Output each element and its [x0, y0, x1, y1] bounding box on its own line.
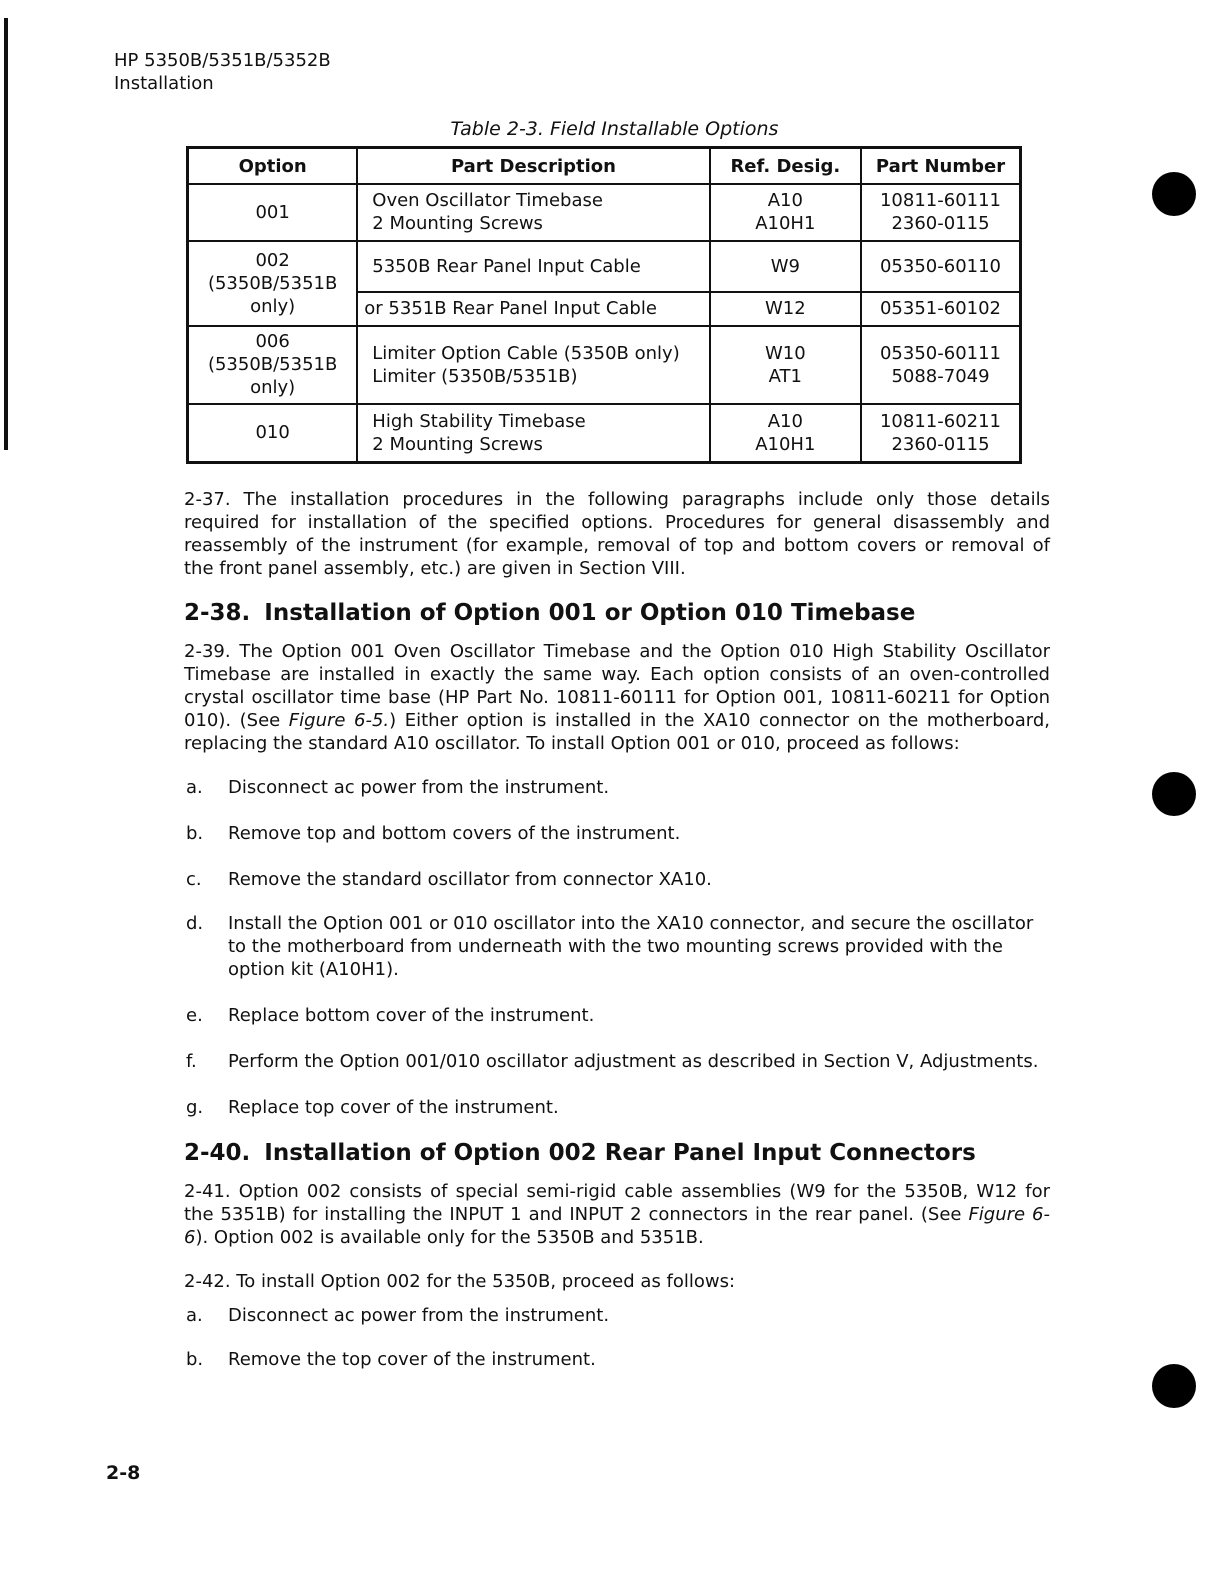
paragraph-2-37: 2-37. The installation procedures in the following paragraphs include only those details required for installation of the specified options. Procedures for general disassembly and reassembly of the instrument (for example, removal of top and bottom covers or removal of the front panel assembly, etc.) are given in Section VIII. [184, 489, 1050, 579]
col-header-ref: Ref. Desig. [710, 148, 861, 185]
description-cell: Limiter Option Cable (5350B only) Limiter (5350B/5351B) [357, 326, 709, 403]
header-section: Installation [114, 73, 214, 94]
section-heading-2-40: 2-40. Installation of Option 002 Rear Panel Input Connectors [184, 1140, 976, 1166]
part-cell: 05351-60102 [861, 292, 1020, 327]
ref-cell: A10 A10H1 [710, 404, 861, 463]
description-cell: 5350B Rear Panel Input Cable [357, 241, 709, 292]
paragraph-2-41: 2-41. Option 002 consists of special semi-rigid cable assemblies (W9 for the 5350B, W12 for the 5351B) for installing the INPUT 1 and INPUT 2 connectors in the rear panel. (See Figure 6-6). Option 002 is available only for the 5350B and 5351B. [184, 1181, 1050, 1248]
table-row [188, 404, 1021, 463]
paragraph-2-42: 2-42. To install Option 002 for the 5350B, proceed as follows: [184, 1271, 736, 1292]
binding-edge-bar [4, 18, 8, 450]
page-number: 2-8 [106, 1462, 141, 1484]
part-cell: 10811-60211 2360-0115 [861, 404, 1020, 463]
option-cell: 010 [188, 404, 358, 463]
ref-cell: W12 [710, 292, 861, 327]
figure-reference: Figure 6-5. [288, 710, 390, 731]
option-cell: 006 (5350B/5351B only) [188, 326, 358, 403]
col-header-part: Part Number [861, 148, 1020, 185]
description-cell: Oven Oscillator Timebase 2 Mounting Screws [357, 184, 709, 241]
figure-reference: Figure 6-6 [184, 1204, 1050, 1248]
table-caption: Table 2-3. Field Installable Options [450, 118, 779, 140]
description-cell: High Stability Timebase 2 Mounting Screws [357, 404, 709, 463]
table-row [188, 184, 1021, 241]
part-cell: 10811-60111 2360-0115 [861, 184, 1020, 241]
col-header-description: Part Description [357, 148, 709, 185]
option-cell: 002 (5350B/5351B only) [188, 241, 358, 326]
col-header-option: Option [188, 148, 358, 185]
option-cell: 001 [188, 184, 358, 241]
table-row [188, 241, 1021, 292]
ref-cell: A10 A10H1 [710, 184, 861, 241]
ref-cell: W10 AT1 [710, 326, 861, 403]
section-heading-2-38: 2-38. Installation of Option 001 or Option 010 Timebase [184, 600, 916, 626]
punch-hole [1152, 772, 1196, 816]
table-header-row [188, 148, 1021, 185]
paragraph-2-39: 2-39. The Option 001 Oven Oscillator Timebase and the Option 010 High Stability Oscillator Timebase are installed in exactly the same way. Each option consists of an oven-controlled crystal oscillator time base (HP Part No. 10811-60111 for Option 001, 10811-60211 for Option 010). (See Figure 6-5.) Either option is installed in the XA10 connector on the motherboard, replacing the standard A10 oscillator. To install Option 001 or 010, proceed as follows: [184, 641, 1051, 754]
punch-hole [1152, 172, 1196, 216]
options-table [186, 146, 1022, 464]
part-cell: 05350-60111 5088-7049 [861, 326, 1020, 403]
header-model: HP 5350B/5351B/5352B [114, 50, 331, 71]
table-row [188, 326, 1021, 403]
ref-cell: W9 [710, 241, 861, 292]
description-cell: or 5351B Rear Panel Input Cable [357, 292, 709, 327]
part-cell: 05350-60110 [861, 241, 1020, 292]
punch-hole [1152, 1364, 1196, 1408]
